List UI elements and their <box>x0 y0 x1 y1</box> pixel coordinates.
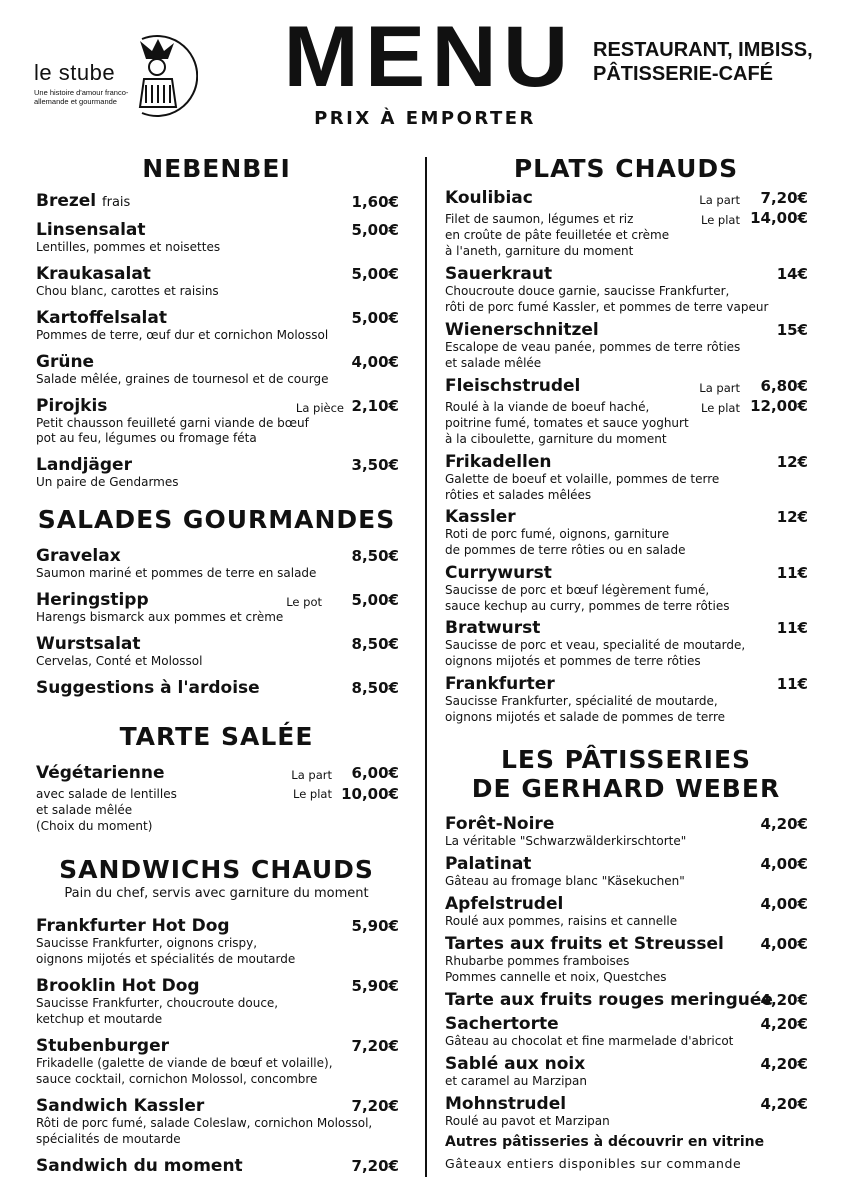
menu-item-price: 7,20€ <box>760 189 808 207</box>
menu-item-price: 7,20€ <box>351 1097 399 1115</box>
menu-item-desc: Roulé au pavot et Marzipan <box>445 1114 610 1128</box>
menu-item-price: 14€ <box>776 265 808 283</box>
menu-item-name: Sablé aux noix <box>445 1054 586 1074</box>
patisseries-order-note: Gâteaux entiers disponibles sur commande <box>445 1156 742 1171</box>
menu-item-desc: Rôti de porc fumé, salade Coleslaw, cornichon Molossol, <box>36 1116 373 1130</box>
menu-item-price: 6,00€ <box>351 764 399 782</box>
menu-item-name: Suggestions à l'ardoise <box>36 678 260 698</box>
menu-item-desc: ketchup et moutarde <box>36 1012 163 1026</box>
menu-item-desc: avec salade de lentilles <box>36 787 177 801</box>
menu-item-price: 4,20€ <box>760 1015 808 1033</box>
menu-item-desc: Roulé à la viande de boeuf haché, <box>445 400 650 414</box>
menu-item-name: Kassler <box>445 507 516 527</box>
menu-item-price: 6,80€ <box>760 377 808 395</box>
menu-item-price: 5,00€ <box>351 309 399 327</box>
menu-item-desc: Gâteau au fromage blanc "Käsekuchen" <box>445 874 685 888</box>
menu-item-name: Frankfurter Hot Dog <box>36 916 230 936</box>
menu-item-price: 4,20€ <box>760 991 808 1009</box>
menu-item-price: 4,00€ <box>351 353 399 371</box>
menu-item-desc: Frikadelle (galette de viande de bœuf et volaille), <box>36 1056 333 1070</box>
menu-item-price: 15€ <box>776 321 808 339</box>
menu-item-price: 5,00€ <box>351 591 399 609</box>
tagline-line-1: RESTAURANT, IMBISS, <box>593 39 813 61</box>
menu-item-desc: Pommes de terre, œuf dur et cornichon Molossol <box>36 328 329 342</box>
menu-item-price: 11€ <box>776 619 808 637</box>
menu-item-price: 12,00€ <box>750 397 808 415</box>
menu-item-name: Heringstipp <box>36 590 149 610</box>
sandwichs-title: SANDWICHS CHAUDS <box>59 855 374 884</box>
menu-item-desc: oignons mijotés et pommes de terre rôties <box>445 654 701 668</box>
menu-item-desc: Saucisse de porc et bœuf légèrement fumé, <box>445 583 710 597</box>
menu-item-unit: Le plat <box>701 401 740 415</box>
menu-item-name: Grüne <box>36 352 95 372</box>
patisseries-title-2: DE GERHARD WEBER <box>471 774 781 803</box>
menu-item-price: 2,10€ <box>351 397 399 415</box>
menu-item-price: 4,00€ <box>760 935 808 953</box>
patisseries-title-1: LES PÂTISSERIES <box>500 745 752 774</box>
menu-item-name: Sauerkraut <box>445 264 553 284</box>
menu-item-name: Wienerschnitzel <box>445 320 599 340</box>
menu-item-name: Végétarienne <box>36 763 165 783</box>
menu-item-name: Koulibiac <box>445 188 533 208</box>
menu-item-name: Frankfurter <box>445 674 555 694</box>
menu-item-name: Tarte aux fruits rouges meringuée <box>445 990 773 1010</box>
menu-item-desc: Saumon mariné et pommes de terre en salade <box>36 566 317 580</box>
menu-item-name: Wurstsalat <box>36 634 141 654</box>
menu-item-name: Bratwurst <box>445 618 541 638</box>
menu-item-desc: Filet de saumon, légumes et riz <box>445 212 634 226</box>
menu-item-unit: Le plat <box>701 213 740 227</box>
menu-item-name: Tartes aux fruits et Streussel <box>445 934 724 954</box>
menu-item-name: Currywurst <box>445 563 552 583</box>
menu-item-unit: Le plat <box>293 787 332 801</box>
menu-item-name: Landjäger <box>36 455 132 475</box>
menu-item-desc: Harengs bismarck aux pommes et crème <box>36 610 284 624</box>
menu-item-name: Sandwich du moment <box>36 1156 243 1176</box>
menu-item-name: Gravelax <box>36 546 121 566</box>
menu-item-unit: La part <box>699 193 740 207</box>
menu-item-desc: La véritable "Schwarzwälderkirschtorte" <box>445 834 687 848</box>
menu-item-price: 11€ <box>776 564 808 582</box>
menu-item-price: 10,00€ <box>341 785 399 803</box>
menu-item-desc: pot au feu, légumes ou fromage féta <box>36 431 257 445</box>
sandwichs-subtitle: Pain du chef, servis avec garniture du moment <box>64 886 369 901</box>
menu-item-desc: Salade mêlée, graines de tournesol et de courge <box>36 372 329 386</box>
menu-item-desc: oignons mijotés et spécialités de moutarde <box>36 952 296 966</box>
menu-item-price: 5,90€ <box>351 977 399 995</box>
menu-item-unit: La part <box>699 381 740 395</box>
menu-item-name: Linsensalat <box>36 220 146 240</box>
menu-item-desc: à la ciboulette, garniture du moment <box>445 432 667 446</box>
menu-item-name: Frikadellen <box>445 452 552 472</box>
menu-item-desc: Petit chausson feuilleté garni viande de bœuf <box>36 416 309 430</box>
menu-item-desc: rôti de porc fumé Kassler, et pommes de terre vapeur <box>445 300 769 314</box>
menu-item-name: Apfelstrudel <box>445 894 564 914</box>
menu-item-desc: de pommes de terre rôties ou en salade <box>445 543 686 557</box>
menu-item-price: 8,50€ <box>351 547 399 565</box>
tagline-line-2: PÂTISSERIE-CAFÉ <box>593 63 774 85</box>
logo-tagline: Une histoire d'amour franco-allemande et gourmande <box>34 88 129 106</box>
menu-item-desc: Pommes cannelle et noix, Questches <box>445 970 667 984</box>
menu-item-price: 5,90€ <box>351 917 399 935</box>
menu-item-price: 7,20€ <box>351 1037 399 1055</box>
menu-item-desc: Escalope de veau panée, pommes de terre rôties <box>445 340 741 354</box>
menu-item-name: Forêt-Noire <box>445 814 555 834</box>
plats-title: PLATS CHAUDS <box>513 154 739 183</box>
menu-title: MENU <box>283 9 575 105</box>
menu-item-price: 1,60€ <box>351 193 399 211</box>
menu-item-price: 11€ <box>776 675 808 693</box>
menu-item-price: 7,20€ <box>351 1157 399 1175</box>
menu-item-price: 14,00€ <box>750 209 808 227</box>
menu-item-desc: Saucisse Frankfurter, spécialité de moutarde, <box>445 694 718 708</box>
menu-item-name: Pirojkis <box>36 396 108 416</box>
nebenbei-title: NEBENBEI <box>142 154 291 183</box>
menu-item-desc: Un paire de Gendarmes <box>36 475 179 489</box>
menu-item-desc: poitrine fumé, tomates et sauce yoghurt <box>445 416 689 430</box>
menu-item-desc: Cervelas, Conté et Molossol <box>36 654 203 668</box>
menu-item-desc: Choucroute douce garnie, saucisse Frankfurter, <box>445 284 730 298</box>
menu-item-price: 4,00€ <box>760 895 808 913</box>
menu-item-name: Brooklin Hot Dog <box>36 976 200 996</box>
menu-item-desc: sauce kechup au curry, pommes de terre rôties <box>445 599 730 613</box>
menu-item-price: 8,50€ <box>351 679 399 697</box>
menu-item-price: 12€ <box>776 453 808 471</box>
menu-item-name: Sandwich Kassler <box>36 1096 205 1116</box>
menu-item-unit: La part <box>291 768 332 782</box>
menu-item-unit: Le pot <box>286 595 322 609</box>
menu-item-name: Kraukasalat <box>36 264 151 284</box>
menu-item-desc: et caramel au Marzipan <box>445 1074 587 1088</box>
menu-item-desc: oignons mijotés et salade de pommes de terre <box>445 710 726 724</box>
menu-item-name: Palatinat <box>445 854 532 874</box>
menu-item-unit: La pièce <box>295 401 344 415</box>
menu-item-name: Brezel frais <box>36 191 131 211</box>
menu-item-name: Fleischstrudel <box>445 376 581 396</box>
menu-item-desc: Chou blanc, carottes et raisins <box>36 284 219 298</box>
logo-name: le stube <box>34 60 116 85</box>
menu-item-price: 4,00€ <box>760 855 808 873</box>
menu-item-desc: Roti de porc fumé, oignons, garniture <box>445 527 670 541</box>
menu-item-price: 4,20€ <box>760 815 808 833</box>
menu-item-price: 12€ <box>776 508 808 526</box>
patisseries-footer: Autres pâtisseries à découvrir en vitrine <box>445 1134 765 1150</box>
menu-item-desc: et salade mêlée <box>36 803 133 817</box>
menu-item-desc: Gâteau au chocolat et fine marmelade d'abricot <box>445 1034 734 1048</box>
menu-item-price: 3,50€ <box>351 456 399 474</box>
menu-item-desc: Roulé aux pommes, raisins et cannelle <box>445 914 678 928</box>
menu-item-desc: spécialités de moutarde <box>36 1132 181 1146</box>
menu-item-desc: Saucisse Frankfurter, oignons crispy, <box>36 936 258 950</box>
menu-item-desc: Lentilles, pommes et noisettes <box>36 240 221 254</box>
menu-item-name: Mohnstrudel <box>445 1094 567 1114</box>
menu-item-price: 5,00€ <box>351 265 399 283</box>
menu-item-desc: Saucisse de porc et veau, specialité de moutarde, <box>445 638 746 652</box>
menu-item-desc: (Choix du moment) <box>36 819 153 833</box>
salades-title: SALADES GOURMANDES <box>37 505 396 534</box>
menu-item-name: Kartoffelsalat <box>36 308 167 328</box>
tarte-title: TARTE SALÉE <box>119 722 314 751</box>
menu-item-price: 4,20€ <box>760 1095 808 1113</box>
menu-item-desc: Rhubarbe pommes framboises <box>445 954 630 968</box>
menu-item-desc: et salade mêlée <box>445 356 542 370</box>
menu-item-price: 5,00€ <box>351 221 399 239</box>
menu-item-desc: Saucisse Frankfurter, choucroute douce, <box>36 996 279 1010</box>
column-divider <box>425 157 427 1177</box>
restaurant-tagline <box>593 38 813 86</box>
menu-item-desc: à l'aneth, garniture du moment <box>445 244 634 258</box>
menu-subtitle: PRIX À EMPORTER <box>314 108 536 129</box>
menu-item-desc: en croûte de pâte feuilletée et crème <box>445 228 670 242</box>
logo-jester-icon <box>112 33 198 119</box>
menu-item-name: Sachertorte <box>445 1014 559 1034</box>
menu-item-price: 8,50€ <box>351 635 399 653</box>
menu-item-desc: sauce cocktail, cornichon Molossol, concombre <box>36 1072 318 1086</box>
menu-item-desc: rôties et salades mêlées <box>445 488 592 502</box>
menu-item-price: 4,20€ <box>760 1055 808 1073</box>
menu-item-name: Stubenburger <box>36 1036 170 1056</box>
menu-item-desc: Galette de boeuf et volaille, pommes de terre <box>445 472 720 486</box>
